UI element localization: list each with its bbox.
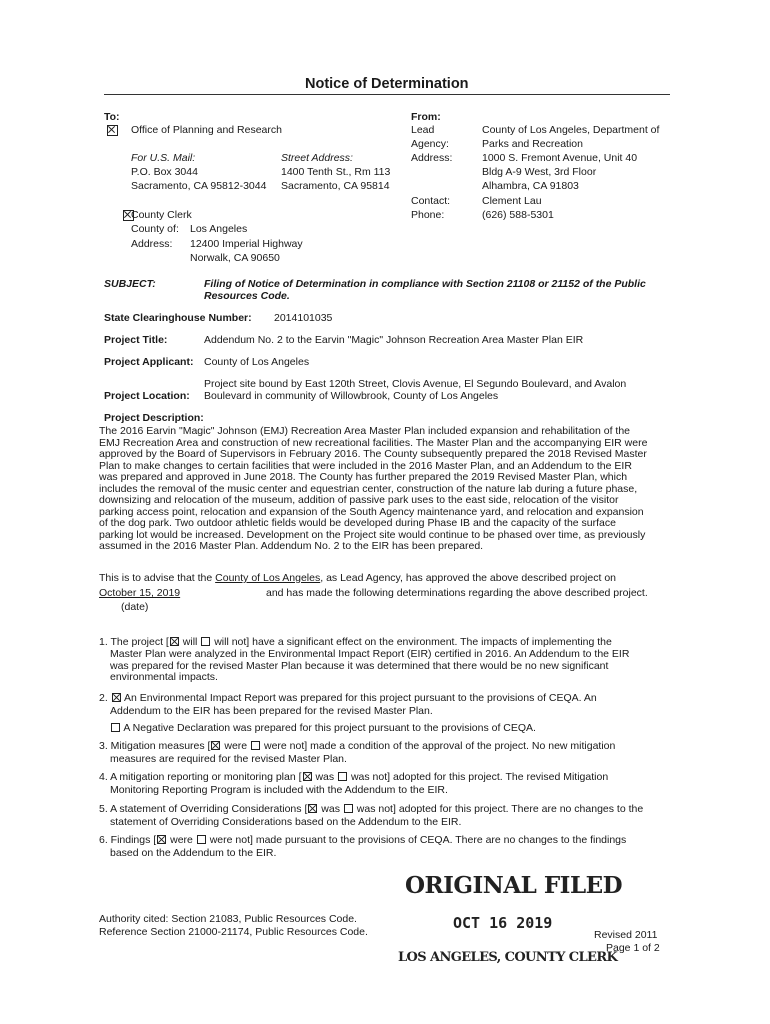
subject-line2: Resources Code. bbox=[204, 290, 290, 302]
from-address-line1: 1000 S. Fremont Avenue, Unit 40 bbox=[482, 152, 638, 164]
d3-text-a: 3. Mitigation measures [ bbox=[99, 740, 211, 752]
d4-was-checkbox bbox=[303, 772, 312, 781]
d1-line: environmental impacts. bbox=[110, 671, 218, 683]
lead-label-2: Agency: bbox=[411, 138, 449, 150]
d1-text-a: 1. The project [ bbox=[99, 636, 169, 648]
d1-text-b: will bbox=[179, 636, 201, 648]
project-title-value: Addendum No. 2 to the Earvin "Magic" Johnson Recreation Area Master Plan EIR bbox=[204, 334, 584, 346]
clerk-address-line1: 12400 Imperial Highway bbox=[190, 238, 303, 250]
determination-5 bbox=[99, 803, 643, 815]
approval-date: October 15, 2019 bbox=[99, 587, 181, 599]
page-number: Page 1 of 2 bbox=[606, 942, 660, 954]
d5-text-a: 5. A statement of Overriding Considerations [ bbox=[99, 803, 308, 815]
reference-section: Reference Section 21000-21174, Public Resources Code. bbox=[99, 926, 368, 938]
d4-text-c: was not] adopted for this project. The revised Mitigation bbox=[348, 771, 609, 783]
date-label: (date) bbox=[121, 601, 149, 613]
d6-were-checkbox bbox=[157, 835, 166, 844]
clerk-address-label: Address: bbox=[131, 238, 173, 250]
description-line: includes the removal of the music center and equestrian center, construction of the nature lab during a future phase, bbox=[99, 482, 638, 495]
d6-text-b: were bbox=[167, 834, 196, 846]
d2-line2: Addendum to the EIR has been prepared for the revised Master Plan. bbox=[110, 705, 433, 717]
negative-declaration bbox=[110, 722, 536, 734]
contact-value: Clement Lau bbox=[482, 195, 542, 207]
stamp-original-filed: ORIGINAL FILED bbox=[405, 872, 623, 899]
lead-label-1: Lead bbox=[411, 124, 435, 136]
street-label: Street Address: bbox=[281, 152, 353, 164]
clerk-address-line2: Norwalk, CA 90650 bbox=[190, 252, 280, 264]
description-line: Plan to make changes to certain facilities that were included in the 2016 Master Plan, and an Addendum to the EIR bbox=[99, 459, 632, 472]
d1-will-not-checkbox bbox=[201, 637, 210, 646]
d1-line: Master Plan were analyzed in the Environmental Impact Report (EIR) certified in 2016. An Addendum to the EIR bbox=[110, 648, 630, 660]
from-address-line3: Alhambra, CA 91803 bbox=[482, 180, 579, 192]
d2-neg-text: A Negative Declaration was prepared for this project pursuant to the provisions of CEQA. bbox=[121, 722, 536, 734]
authority-cited: Authority cited: Section 21083, Public Resources Code. bbox=[99, 913, 357, 925]
agency-line2: Parks and Recreation bbox=[482, 138, 583, 150]
d3-were-not-checkbox bbox=[251, 741, 260, 750]
description-line: approved by the Board of Supervisors in February 2016. The County subsequently prepared the 2018 Revised Master bbox=[99, 448, 647, 460]
d6-line2: based on the Addendum to the EIR. bbox=[110, 847, 277, 859]
opr-name: Office of Planning and Research bbox=[131, 124, 282, 136]
d6-were-not-checkbox bbox=[197, 835, 206, 844]
advise-text3: and has made the following determinations regarding the above described project. bbox=[266, 587, 648, 599]
determination-3 bbox=[99, 740, 615, 752]
project-applicant-value: County of Los Angeles bbox=[204, 356, 310, 368]
clearinghouse-label: State Clearinghouse Number: bbox=[104, 312, 252, 324]
d5-text-c: was not] adopted for this project. There are no changes to the bbox=[353, 803, 644, 815]
opr-checkbox bbox=[107, 125, 118, 136]
project-description-body bbox=[99, 426, 647, 553]
from-address-label: Address: bbox=[411, 152, 453, 164]
agency-underlined: County of Los Angeles bbox=[215, 572, 321, 584]
determination-1-body bbox=[110, 649, 629, 684]
project-applicant-label: Project Applicant: bbox=[104, 356, 194, 368]
d5-text-b: was bbox=[318, 803, 343, 815]
street-line2: Sacramento, CA 95814 bbox=[281, 180, 390, 192]
subject-line1: Filing of Notice of Determination in compliance with Section 21108 or 21152 of the Public bbox=[204, 278, 646, 290]
description-line: downsizing and relocation of the museum, addition of passive park uses to the east side, relocation of the visitor bbox=[99, 494, 619, 506]
d6-text-c: were not] made pursuant to the provisions of CEQA. There are no changes to the findings bbox=[206, 834, 627, 846]
description-line: The 2016 Earvin "Magic" Johnson (EMJ) Recreation Area Master Plan included expansion and rehabilitation of the bbox=[99, 425, 631, 437]
description-line: assumed in the 2016 Master Plan. Addendum No. 2 to the EIR has been prepared. bbox=[99, 540, 484, 552]
revised-date: Revised 2011 bbox=[594, 929, 658, 941]
county-of-label: County of: bbox=[131, 223, 179, 235]
county-of-value: Los Angeles bbox=[190, 223, 248, 235]
d3-were-checkbox bbox=[211, 741, 220, 750]
from-label: From: bbox=[411, 111, 441, 123]
stamp-date: OCT 16 2019 bbox=[453, 914, 553, 932]
project-location-line1: Project site bound by East 120th Street, Clovis Avenue, El Segundo Boulevard, and Avalon bbox=[204, 378, 627, 390]
phone-label: Phone: bbox=[411, 209, 445, 221]
stamp-county-clerk: LOS ANGELES, COUNTY CLERK bbox=[398, 950, 618, 965]
determination-1 bbox=[99, 636, 612, 648]
project-location-line2: Boulevard in community of Willowbrook, County of Los Angeles bbox=[204, 390, 499, 402]
d3-text-b: were bbox=[221, 740, 251, 752]
d2-text-a: 2. bbox=[99, 692, 111, 704]
project-location-label: Project Location: bbox=[104, 390, 190, 402]
description-line: of the dog park. Two outdoor athletic fields would be developed during Phase IB and the capacity of the surface bbox=[99, 517, 616, 529]
d2-eir-checkbox bbox=[112, 693, 121, 702]
clearinghouse-value: 2014101035 bbox=[274, 312, 333, 324]
d5-was-checkbox bbox=[308, 804, 317, 813]
d5-line2: statement of Overriding Considerations based on the Addendum to the EIR. bbox=[110, 816, 462, 828]
determination-2 bbox=[99, 692, 597, 704]
agency-line1: County of Los Angeles, Department of bbox=[482, 124, 660, 136]
d1-text-c: will not] have a significant effect on the environment. The impacts of implementing the bbox=[211, 636, 612, 648]
contact-label: Contact: bbox=[411, 195, 451, 207]
project-description-label: Project Description: bbox=[104, 412, 204, 424]
d3-text-c: were not] made a condition of the approval of the project. No new mitigation bbox=[261, 740, 616, 752]
d6-text-a: 6. Findings [ bbox=[99, 834, 157, 846]
description-line: was prepared and approved in June 2018. The County has further prepared the 2019 Revised Master Plan, which bbox=[99, 471, 628, 483]
d4-was-not-checkbox bbox=[338, 772, 347, 781]
phone-value: (626) 588-5301 bbox=[482, 209, 554, 221]
d1-line: was prepared for the revised Master Plan because it was determined that there would be no new significant bbox=[110, 659, 609, 672]
determination-6 bbox=[99, 834, 626, 846]
subject-label: SUBJECT: bbox=[104, 278, 156, 290]
determination-4 bbox=[99, 771, 608, 783]
clerk-name: County Clerk bbox=[131, 209, 192, 221]
street-line1: 1400 Tenth St., Rm 113 bbox=[281, 166, 391, 178]
d5-was-not-checkbox bbox=[344, 804, 353, 813]
project-title-label: Project Title: bbox=[104, 334, 168, 346]
description-line: parking lot would be increased. Development on the Project site would continue to be phased over time, as previously bbox=[99, 528, 646, 541]
from-address-line2: Bldg A-9 West, 3rd Floor bbox=[482, 166, 597, 178]
description-line: parking access point, relocation and expansion of the South Agency maintenance yard, and relocation and expansion bbox=[99, 505, 644, 518]
d4-text-a: 4. A mitigation reporting or monitoring plan [ bbox=[99, 771, 302, 783]
advise-text2: , as Lead Agency, has approved the above described project on bbox=[320, 572, 616, 584]
d4-text-b: was bbox=[312, 771, 338, 783]
title-rule bbox=[104, 94, 670, 95]
description-line: EMJ Recreation Area and construction of new recreational facilities. The Master Plan and the accompanying EIR were bbox=[99, 436, 648, 449]
advise-text1: This is to advise that the bbox=[99, 572, 213, 584]
d4-line2: Monitoring Reporting Program is included with the Addendum to the EIR. bbox=[110, 784, 448, 796]
d3-line2: measures are required for the revised Master Plan. bbox=[110, 753, 347, 765]
advise-line1 bbox=[99, 572, 616, 584]
mail-line1: P.O. Box 3044 bbox=[131, 166, 198, 178]
mail-line2: Sacramento, CA 95812-3044 bbox=[131, 180, 267, 192]
d2-negdec-checkbox bbox=[111, 723, 120, 732]
d2-text-b: An Environmental Impact Report was prepared for this project pursuant to the provisions of CEQA. An bbox=[121, 692, 597, 704]
document-title: Notice of Determination bbox=[305, 76, 469, 92]
to-label: To: bbox=[104, 111, 120, 123]
mail-label: For U.S. Mail: bbox=[131, 152, 196, 164]
d1-will-checkbox bbox=[170, 637, 179, 646]
